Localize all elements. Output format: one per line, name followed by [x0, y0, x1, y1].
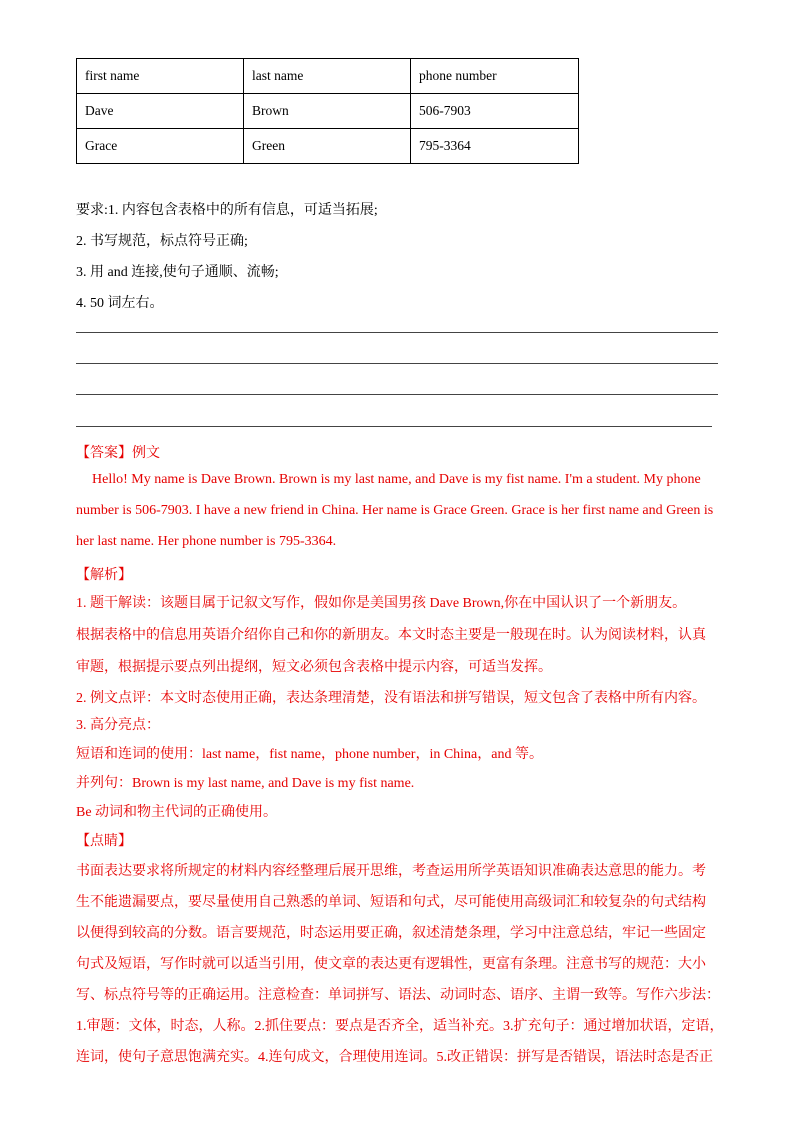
analysis-line: 审题，根据提示要点列出提纲，短文必须包含表格中提示内容，可适当发挥。 [76, 660, 552, 675]
table-cell: Grace [77, 129, 244, 164]
analysis-line: 1. 题干解读：该题目属于记叙文写作，假如你是美国男孩 Dave Brown,你在中国认识了一个新朋友。 [76, 596, 687, 611]
tips-line: 以便得到较高的分数。语言要规范，时态运用要正确，叙述清楚条理，学习中注意总结，牢记一些固定 [76, 926, 706, 941]
tips-heading: 【点睛】 [76, 834, 132, 849]
writing-line [76, 332, 718, 333]
table-cell: 795-3364 [411, 129, 579, 164]
table-header-cell: last name [244, 59, 411, 94]
analysis-line: 并列句：Brown is my last name, and Dave is my fist name. [76, 776, 415, 791]
answer-line: her last name. Her phone number is 795-3364. [76, 534, 337, 549]
answer-line: Hello! My name is Dave Brown. Brown is my last name, and Dave is my fist name. I'm a student. My phone [92, 472, 701, 487]
requirement-line: 要求:1. 内容包含表格中的所有信息，可适当拓展; [76, 203, 378, 218]
analysis-line: Be 动词和物主代词的正确使用。 [76, 805, 278, 820]
table-header-cell: phone number [411, 59, 579, 94]
requirement-line: 4. 50 词左右。 [76, 296, 164, 311]
tips-line: 句式及短语，写作时就可以适当引用，使文章的表达更有逻辑性，更富有条理。注意书写的规范：大小 [76, 957, 706, 972]
table-cell: Brown [244, 94, 411, 129]
answer-line: number is 506-7903. I have a new friend in China. Her name is Grace Green. Grace is her first name and Green is [76, 503, 714, 518]
table-row [77, 94, 579, 129]
analysis-line: 3. 高分亮点： [76, 718, 160, 733]
tips-line: 写、标点符号等的正确运用。注意检查：单词拼写、语法、动词时态、语序、主谓一致等。写作六步法： [76, 988, 720, 1003]
tips-line: 生不能遗漏要点，要尽量使用自己熟悉的单词、短语和句式，尽可能使用高级词汇和较复杂的句式结构 [76, 895, 706, 910]
analysis-line: 2. 例文点评：本文时态使用正确，表达条理清楚，没有语法和拼写错误，短文包含了表格中所有内容。 [76, 691, 706, 706]
analysis-line: 根据表格中的信息用英语介绍你自己和你的新朋友。本文时态主要是一般现在时。认为阅读材料，认真 [76, 628, 706, 643]
table-cell: Green [244, 129, 411, 164]
table-header-row [77, 59, 579, 94]
name-phone-table [76, 58, 579, 164]
tips-line: 连词，使句子意思饱满充实。4.连句成文，合理使用连词。5.改正错误：拼写是否错误，语法时态是否正 [76, 1050, 713, 1065]
requirement-line: 2. 书写规范，标点符号正确; [76, 234, 248, 249]
analysis-heading: 【解析】 [76, 568, 132, 583]
table-header-cell: first name [77, 59, 244, 94]
table-cell: Dave [77, 94, 244, 129]
analysis-line: 短语和连词的使用：last name，fist name，phone number，in China，and 等。 [76, 747, 543, 762]
table-row [77, 129, 579, 164]
writing-line [76, 426, 712, 427]
table-cell: 506-7903 [411, 94, 579, 129]
answer-heading: 【答案】例文 [76, 446, 160, 461]
writing-line [76, 394, 718, 395]
requirement-line: 3. 用 and 连接,使句子通顺、流畅; [76, 265, 279, 280]
writing-line [76, 363, 718, 364]
tips-line: 书面表达要求将所规定的材料内容经整理后展开思维，考查运用所学英语知识准确表达意思的能力。考 [76, 864, 706, 879]
tips-line: 1.审题：文体，时态，人称。2.抓住要点：要点是否齐全，适当补充。3.扩充句子：通过增加状语，定语， [76, 1019, 724, 1034]
